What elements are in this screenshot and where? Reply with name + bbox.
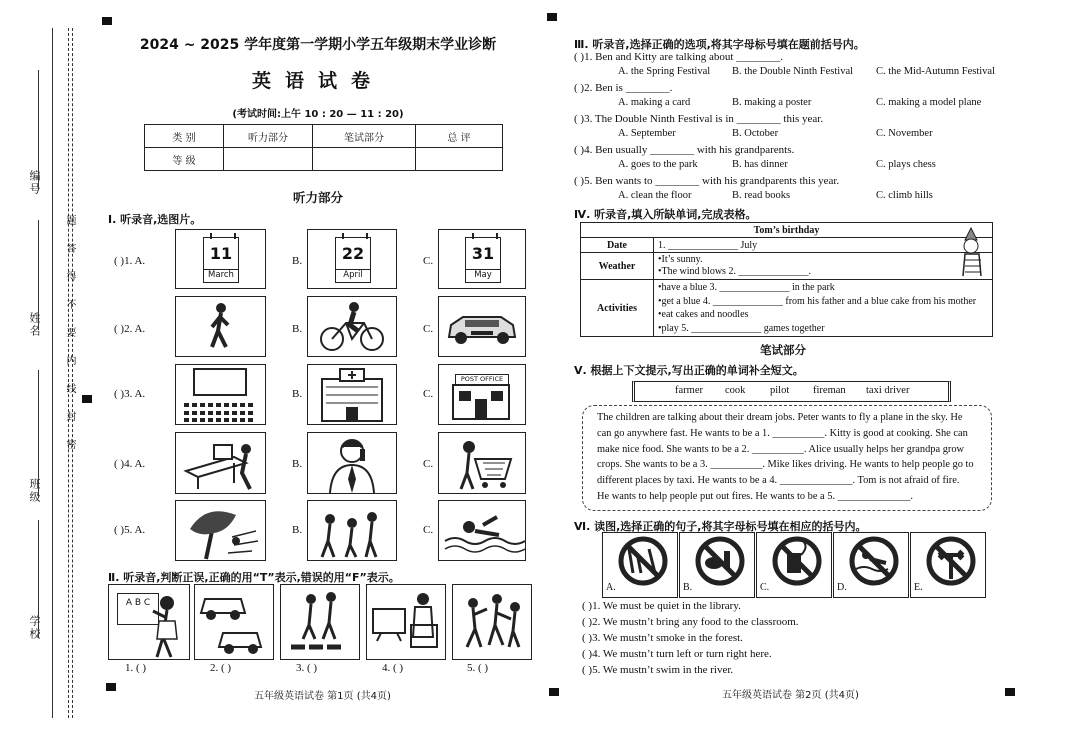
birthday-boy-icon (955, 226, 993, 278)
part6-sentence-1[interactable]: ( )1. We must be quiet in the library. (582, 600, 741, 612)
q1-option-b-label: B. (292, 255, 303, 267)
school-label: 学校 (28, 615, 41, 641)
windy-tree-icon (176, 501, 265, 560)
score-header-total: 总 评 (416, 125, 503, 148)
q1-option-c-image[interactable] (438, 229, 526, 289)
word-farmer: farmer (675, 385, 703, 396)
activities-label: Activities (581, 280, 654, 337)
word-cook: cook (725, 385, 746, 396)
registration-mark (82, 395, 92, 403)
class-label: 班级 (28, 478, 41, 504)
calendar-month: March (204, 269, 238, 282)
q5-option-b-image[interactable] (307, 500, 397, 561)
score-header-category: 类 别 (145, 125, 224, 148)
q5-option-b-label: B. (292, 524, 303, 536)
registration-mark (102, 17, 112, 25)
calendar-day: 22 (341, 244, 365, 263)
part2-image-4 (366, 584, 446, 660)
word-pilot: pilot (770, 385, 790, 396)
q4-option-c-image[interactable] (438, 432, 526, 494)
q1-option-c-label: C. (423, 255, 434, 267)
part3-q4-b: B. has dinner (732, 159, 788, 170)
part3-q3-c: C. November (876, 128, 933, 139)
q2-option-c-image[interactable] (438, 296, 526, 357)
q4-option-a-image[interactable] (175, 432, 266, 494)
q4-label: ( )4. A. (114, 458, 146, 470)
part2-answer-4[interactable]: 4. ( ) (382, 662, 404, 674)
word-fireman: fireman (813, 385, 846, 396)
part3-heading: Ⅲ. 听录音,选择正确的选项,将其字母标号填在题前括号内。 (574, 38, 865, 51)
blackboard-text: A B C (117, 593, 159, 625)
score-grade-label: 等 级 (145, 148, 224, 171)
calendar-day: 11 (209, 244, 233, 263)
part3-q3-a: A. September (618, 128, 676, 139)
sign-d-label: D. (837, 582, 847, 593)
exam-time: (考试时间:上午 10 : 20 — 11 : 20) (232, 109, 404, 120)
page1-footer: 五年级英语试卷 第1页 (共4页) (254, 691, 391, 702)
registration-mark (106, 683, 116, 691)
man-on-phone-icon (308, 433, 396, 493)
part6-heading: Ⅵ. 读图,选择正确的句子,将其字母标号填在相应的括号内。 (574, 520, 867, 533)
binding-strip (0, 0, 100, 746)
passage-line-2[interactable]: can go anywhere fast. He wants to be a 1. __________. Kitty is good at cooking. She can (597, 427, 968, 439)
sign-a (602, 532, 678, 598)
calendar-month: May (466, 269, 500, 282)
part1-heading: Ⅰ. 听录音,选图片。 (108, 213, 202, 226)
date-value[interactable]: 1. ______________ July (654, 238, 993, 253)
q2-option-b-label: B. (292, 323, 303, 335)
part3-q3-b: B. October (732, 128, 779, 139)
registration-mark (549, 688, 559, 696)
part3-q1-c: C. the Mid-Autumn Festival (876, 66, 995, 77)
score-table (144, 124, 503, 171)
school-field[interactable] (38, 520, 39, 638)
margin-line (52, 28, 53, 718)
sign-c (756, 532, 832, 598)
passage-line-6[interactable]: He wants to help people put out fires. He wants to be a 5. ______________. (597, 490, 913, 502)
score-grade-writing[interactable] (313, 148, 416, 171)
weather-cell[interactable] (654, 253, 993, 280)
seal-text: 题答得不要内线封密 (64, 215, 75, 467)
score-header-writing: 笔试部分 (313, 125, 416, 148)
name-field[interactable] (38, 220, 39, 330)
people-group-icon (308, 501, 396, 560)
q3-option-a-image[interactable] (175, 364, 266, 425)
q3-label: ( )3. A. (114, 388, 146, 400)
q1-option-b-image[interactable] (307, 229, 397, 289)
part3-q5[interactable]: ( )5. Ben wants to ________ with his grandparents this year. (574, 175, 840, 187)
part6-sentence-3[interactable]: ( )3. We mustn’t smoke in the forest. (582, 632, 743, 644)
dancing-people-icon (453, 585, 531, 659)
subject-title: 英语试卷 (251, 70, 384, 92)
q5-label: ( )5. A. (114, 524, 146, 536)
part3-q4-c: C. plays chess (876, 159, 936, 170)
calendar-icon (465, 237, 501, 283)
birthday-table-title: Tom’s birthday (581, 223, 993, 238)
part3-q1-a: A. the Spring Festival (618, 66, 711, 77)
q2-label: ( )2. A. (114, 323, 146, 335)
q5-option-c-label: C. (423, 524, 434, 536)
registration-mark (1005, 688, 1015, 696)
swimming-icon (439, 501, 525, 560)
part3-q5-b: B. read books (732, 190, 791, 201)
shopping-cart-icon (439, 433, 525, 493)
activity-line-1: •have a blue 3. ______________ in the park (658, 282, 835, 293)
part4-heading: Ⅳ. 听录音,填入所缺单词,完成表格。 (574, 208, 757, 221)
q4-option-c-label: C. (423, 458, 434, 470)
q3-option-b-label: B. (292, 388, 303, 400)
sign-e (910, 532, 986, 598)
part2-image-2 (194, 584, 274, 660)
activities-cell[interactable] (654, 280, 993, 337)
part3-q1[interactable]: ( )1. Ben and Kitty are talking about ________. (574, 51, 783, 63)
birthday-table (580, 222, 993, 337)
q2-option-c-label: C. (423, 323, 434, 335)
part2-answer-3[interactable]: 3. ( ) (296, 662, 318, 674)
class-field[interactable] (38, 370, 39, 498)
sign-e-label: E. (914, 582, 923, 593)
passage-line-4[interactable]: crops. She wants to be a 3. __________. Mike likes driving. He wants to help people go to (597, 459, 974, 471)
part3-q1-b: B. the Double Ninth Festival (732, 66, 854, 77)
part3-q2-a: A. making a card (618, 97, 691, 108)
word-taxi-driver: taxi driver (866, 385, 910, 396)
part2-answer-1[interactable]: 1. ( ) (125, 662, 147, 674)
walking-man-icon (176, 297, 265, 356)
passage-line-1: The children are talking about their dream jobs. Peter wants to fly a plane in the sky. He (597, 412, 963, 423)
sign-b-label: B. (683, 582, 693, 593)
passage-box (582, 405, 992, 511)
passage-line-3[interactable]: make nice food. She wants to be a 2. __________. Alice usually helps her grandpa grow (597, 443, 965, 455)
page2-footer: 五年级英语试卷 第2页 (共4页) (722, 690, 859, 701)
part3-q2[interactable]: ( )2. Ben is ________. (574, 82, 673, 94)
q4-option-b-image[interactable] (307, 432, 397, 494)
calendar-day: 31 (471, 244, 495, 263)
part6-sentence-5[interactable]: ( )5. We mustn’t swim in the river. (582, 664, 734, 676)
calendar-icon (203, 237, 239, 283)
exam-no-label: 编号 (28, 170, 41, 196)
crosswalk-icon (281, 585, 359, 659)
word-bank (632, 381, 951, 402)
part2-answer-5[interactable]: 5. ( ) (467, 662, 489, 674)
q5-option-c-image[interactable] (438, 500, 526, 561)
bicycle-icon (308, 297, 396, 356)
part2-image-5 (452, 584, 532, 660)
hospital-icon (308, 365, 396, 424)
weather-line-1: •It’s sunny. (658, 254, 703, 265)
part3-q5-a: A. clean the floor (618, 190, 692, 201)
tom-birthday-illustration (955, 226, 993, 278)
calendar-month: April (336, 269, 370, 282)
weather-line-2: •The wind blows 2. ______________. (658, 266, 811, 277)
part3-q5-c: C. climb hills (876, 190, 933, 201)
score-grade-total[interactable] (416, 148, 503, 171)
part2-image-1 (108, 584, 190, 660)
sign-b (679, 532, 755, 598)
q3-option-c-image[interactable] (438, 364, 526, 425)
listening-section-title: 听力部分 (292, 190, 343, 205)
weather-label: Weather (581, 253, 654, 280)
calendar-icon (335, 237, 371, 283)
post-office-sign: POST OFFICE (455, 374, 509, 385)
q5-option-a-image[interactable] (175, 500, 266, 561)
passage-line-5[interactable]: different places by taxi. He wants to be a 4. ______________. Tom is not afraid of fire. (597, 475, 960, 487)
part3-q2-c: C. making a model plane (876, 97, 982, 108)
sign-c-label: C. (760, 582, 770, 593)
q3-option-c-label: C. (423, 388, 434, 400)
car-icon (439, 297, 525, 356)
sign-d (833, 532, 909, 598)
part5-heading: Ⅴ. 根据上下文提示,写出正确的单词补全短文。 (574, 364, 804, 377)
q2-option-a-image[interactable] (175, 296, 266, 357)
sign-a-label: A. (606, 582, 616, 593)
registration-mark (547, 13, 557, 21)
tv-watching-icon (367, 585, 445, 659)
q1-option-a-image[interactable] (175, 229, 266, 289)
q4-option-b-label: B. (292, 458, 303, 470)
cars-icon (195, 585, 273, 659)
activity-line-3: •eat cakes and noodles (658, 309, 749, 320)
score-grade-listening[interactable] (224, 148, 313, 171)
date-label: Date (581, 238, 654, 253)
part3-q3[interactable]: ( )3. The Double Ninth Festival is in ________ this year. (574, 113, 824, 125)
q1-label: ( )1. A. (114, 255, 146, 267)
part2-heading: Ⅱ. 听录音,判断正误,正确的用“T”表示,错误的用“F”表示。 (108, 571, 400, 584)
activity-line-2: •get a blue 4. ______________ from his father and a blue cake from his mother (658, 295, 977, 307)
name-label: 姓名 (28, 312, 41, 338)
part3-q4[interactable]: ( )4. Ben usually ________ with his grandparents. (574, 144, 795, 156)
score-header-listening: 听力部分 (224, 125, 313, 148)
part3-q4-a: A. goes to the park (618, 159, 698, 170)
part2-image-3 (280, 584, 360, 660)
q3-option-b-image[interactable] (307, 364, 397, 425)
part2-answer-2[interactable]: 2. ( ) (210, 662, 232, 674)
exam-no-field[interactable] (38, 70, 39, 190)
q2-option-b-image[interactable] (307, 296, 397, 357)
cinema-icon (176, 365, 265, 424)
part3-q2-b: B. making a poster (732, 97, 812, 108)
part6-sentence-2[interactable]: ( )2. We mustn’t bring any food to the classroom. (582, 616, 799, 628)
exam-title: 2024 ~ 2025 学年度第一学期小学五年级期末学业诊断 (139, 37, 497, 53)
computer-desk-icon (176, 433, 265, 493)
part6-sentence-4[interactable]: ( )4. We mustn’t turn left or turn right here. (582, 648, 772, 660)
activity-line-4: •play 5. ______________ games together (658, 322, 825, 334)
writing-section-title: 笔试部分 (760, 343, 806, 357)
